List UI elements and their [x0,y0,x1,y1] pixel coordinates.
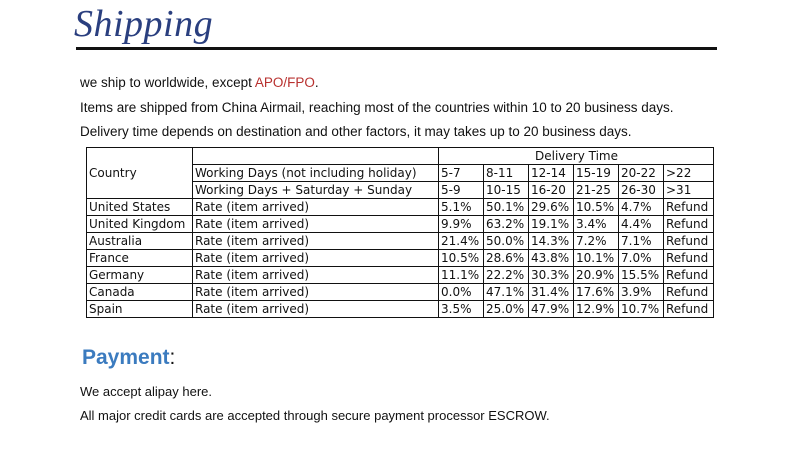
rate-value-cell: 3.9% [619,284,664,301]
rate-label-cell: Rate (item arrived) [193,267,439,284]
table-body [87,148,714,318]
rate-value-cell: Refund [664,233,714,250]
table-row [87,301,714,318]
rate-value-cell: 43.8% [529,250,574,267]
table-header-row [87,148,714,165]
rate-value-cell: 17.6% [574,284,619,301]
rate-value-cell: 47.9% [529,301,574,318]
apo-fpo-highlight: APO/FPO [254,75,315,90]
working-days-weekend-cell: 26-30 [619,182,664,199]
rate-value-cell: 11.1% [439,267,484,284]
alipay-text: We accept alipay here. [80,384,212,399]
rate-value-cell: 31.4% [529,284,574,301]
table-row [87,284,714,301]
rate-value-cell: 25.0% [484,301,529,318]
payment-title [82,346,175,370]
rate-value-cell: 0.0% [439,284,484,301]
ship-worldwide-text [80,75,319,90]
ship-worldwide-suffix: . [314,75,319,90]
rate-label-cell: Rate (item arrived) [193,284,439,301]
rate-value-cell: 3.4% [574,216,619,233]
rate-value-cell: 10.5% [439,250,484,267]
working-days-weekend-cell: >31 [664,182,714,199]
working-days-weekend-cell: 5-9 [439,182,484,199]
country-cell: Germany [87,267,193,284]
country-cell: Australia [87,233,193,250]
working-days-cell: 5-7 [439,165,484,182]
country-cell: United States [87,199,193,216]
rate-value-cell: 4.4% [619,216,664,233]
rate-value-cell: 10.1% [574,250,619,267]
working-days-weekend-cell: 16-20 [529,182,574,199]
delivery-time-header: Delivery Time [439,148,714,165]
working-days-weekend-label: Working Days + Saturday + Sunday [193,182,439,199]
country-header: Country [87,148,193,199]
payment-title-colon: : [169,346,176,369]
working-days-weekend-cell: 21-25 [574,182,619,199]
table-row [87,250,714,267]
working-days-label: Working Days (not including holiday) [193,165,439,182]
rate-value-cell: Refund [664,216,714,233]
rate-value-cell: 50.1% [484,199,529,216]
rate-value-cell: Refund [664,284,714,301]
working-days-cell: >22 [664,165,714,182]
working-days-cell: 20-22 [619,165,664,182]
country-cell: Spain [87,301,193,318]
rate-value-cell: 10.7% [619,301,664,318]
rate-value-cell: 15.5% [619,267,664,284]
rate-value-cell: 30.3% [529,267,574,284]
payment-title-text: Payment [82,346,170,369]
rate-label-cell: Rate (item arrived) [193,301,439,318]
rate-value-cell: 3.5% [439,301,484,318]
rate-value-cell: 50.0% [484,233,529,250]
working-days-cell: 15-19 [574,165,619,182]
rate-label-cell: Rate (item arrived) [193,216,439,233]
rate-value-cell: 19.1% [529,216,574,233]
rate-value-cell: 47.1% [484,284,529,301]
rate-value-cell: Refund [664,250,714,267]
rate-value-cell: 4.7% [619,199,664,216]
title-divider [76,47,717,50]
rate-value-cell: 9.9% [439,216,484,233]
rate-value-cell: Refund [664,301,714,318]
rate-label-cell: Rate (item arrived) [193,199,439,216]
rate-value-cell: 21.4% [439,233,484,250]
escrow-text: All major credit cards are accepted through secure payment processor ESCROW. [80,408,550,423]
rate-value-cell: 28.6% [484,250,529,267]
table-row [87,199,714,216]
country-cell: France [87,250,193,267]
rate-value-cell: 22.2% [484,267,529,284]
rate-value-cell: 63.2% [484,216,529,233]
working-days-weekend-cell: 10-15 [484,182,529,199]
delivery-time-text: Delivery time depends on destination and other factors, it may takes up to 20 business days. [80,124,632,139]
country-cell: United Kingdom [87,216,193,233]
working-days-cell: 8-11 [484,165,529,182]
rate-value-cell: Refund [664,199,714,216]
rate-value-cell: 7.0% [619,250,664,267]
rate-value-cell: 14.3% [529,233,574,250]
rate-value-cell: 12.9% [574,301,619,318]
ship-worldwide-prefix: we ship to worldwide, except [80,75,255,90]
rate-value-cell: 7.2% [574,233,619,250]
table-row [87,216,714,233]
rate-value-cell: 7.1% [619,233,664,250]
table-row [87,233,714,250]
rate-label-cell: Rate (item arrived) [193,233,439,250]
rate-value-cell: 10.5% [574,199,619,216]
airmail-text: Items are shipped from China Airmail, reaching most of the countries within 10 to 20 business days. [80,100,674,115]
rate-value-cell: Refund [664,267,714,284]
rate-value-cell: 20.9% [574,267,619,284]
shipping-title: Shipping [74,3,214,45]
country-cell: Canada [87,284,193,301]
rate-label-cell: Rate (item arrived) [193,250,439,267]
delivery-rate-table [86,147,714,318]
table-row [87,267,714,284]
working-days-cell: 12-14 [529,165,574,182]
rate-value-cell: 5.1% [439,199,484,216]
rate-value-cell: 29.6% [529,199,574,216]
